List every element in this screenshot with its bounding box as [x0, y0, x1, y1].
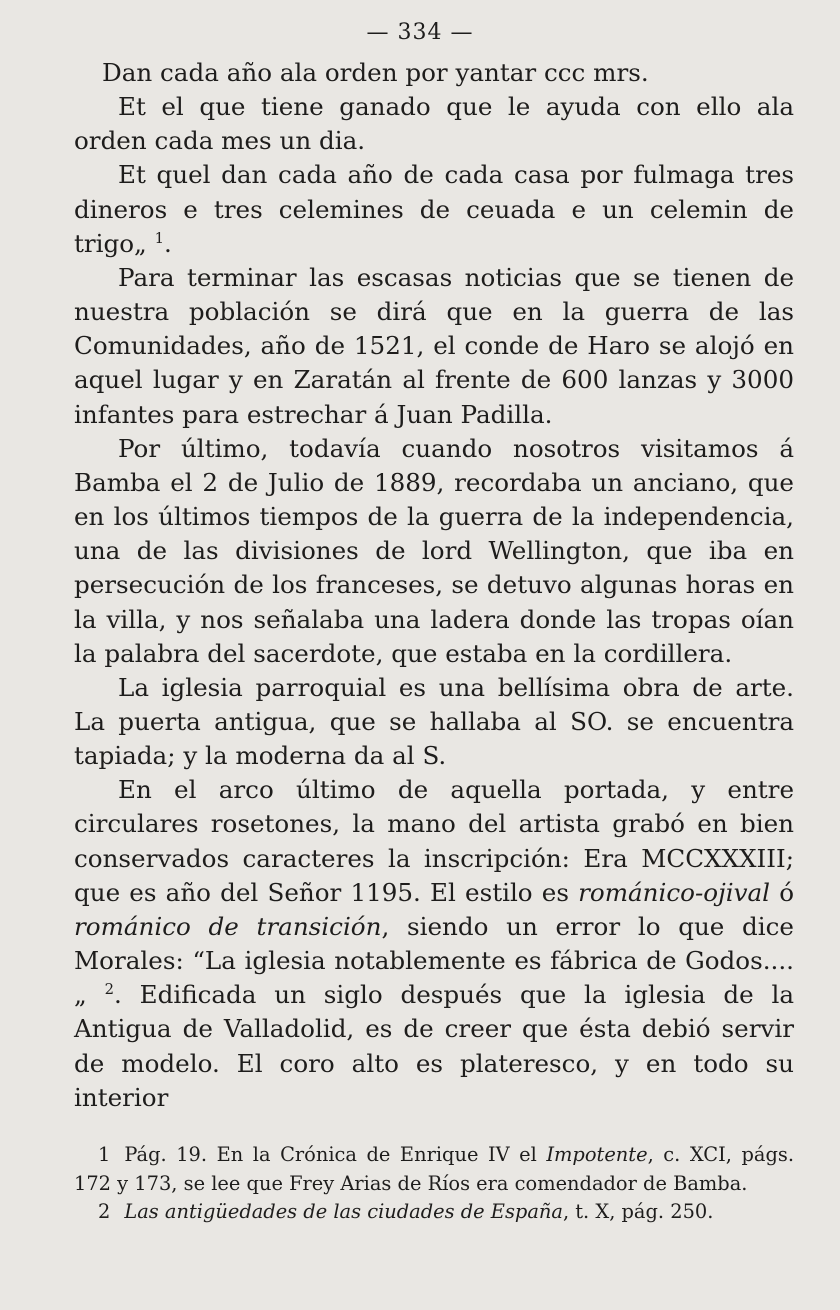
paragraph: Et el que tiene ganado que le ayuda con ello ala orden cada mes un dia.: [74, 92, 794, 156]
paragraph-text: En el arco último de aquella portada, y entre circulares rosetones, la mano del artista grabó en bien conservados caracteres la inscripción: Era MCCXXXIII; que es año del Señor 1195. El estilo es: [74, 775, 794, 907]
footnote-text: Pág. 19. En la Crónica de Enrique IV el: [124, 1143, 547, 1166]
paragraph: Para terminar las escasas noticias que se tienen de nuestra población se dirá que en la guerra de las Comunidades, año de 1521, el conde de Haro se alojó en aquel lugar y en Zaratán al frente de 600 lanzas y 3000 infantes para estrechar á Juan Padilla.: [74, 262, 794, 429]
footnote-ref[interactable]: 1: [154, 229, 165, 247]
footnote-number: 1: [98, 1143, 111, 1166]
paragraph-text: , siendo un error lo que dice Morales: “La iglesia notablemente es fábrica de Godos....„: [74, 911, 794, 1010]
footnote-number: 2: [98, 1200, 111, 1224]
page-number: — 334 —: [366, 20, 474, 45]
footnote-text: , c. XCI, págs. 172 y 173, se lee que Frey Arias de Ríos era comendador de Bamba.: [74, 1143, 794, 1195]
paragraph-tail: .: [164, 228, 172, 258]
footnote-italic: Impotente: [546, 1143, 648, 1166]
paragraph-text: Et quel dan cada año de cada casa por fulmaga tres dineros e tres celemines de ceuada e un celemin de trigo„: [74, 160, 794, 258]
paragraph: [74, 158, 794, 260]
paragraph: [74, 773, 794, 1115]
paragraph-text: ó: [770, 877, 794, 907]
paragraph: Por último, todavía cuando nosotros visitamos á Bamba el 2 de Julio de 1889, recordaba un anciano, que en los últimos tiempos de la guerra de la independencia, una de las divisiones de lord Wellington, que iba en persecución de los franceses, se detuvo algunas horas en la villa, y nos señalaba una ladera donde las tropas oían la palabra del sacerdote, que estaba en la cordillera.: [74, 433, 794, 668]
footnotes: [74, 1141, 794, 1227]
footnote: [74, 1141, 794, 1198]
paragraph: La iglesia parroquial es una bellísima obra de arte. La puerta antigua, que se hallaba al SO. se encuentra tapiada; y la moderna da al S.: [74, 672, 794, 771]
paragraph: Dan cada año ala orden por yantar ccc mrs.: [102, 58, 649, 87]
footnote-italic: Las antigüedades de las ciudades de España: [124, 1200, 563, 1224]
footnote: [74, 1198, 794, 1227]
paragraph-text: . Edificada un siglo después que la iglesia de la Antigua de Valladolid, es de creer que ésta debió servir de modelo. El coro alto es plateresco, y en todo su interior: [74, 980, 794, 1112]
body-text: [74, 56, 794, 1115]
footnote-ref[interactable]: 2: [104, 981, 114, 999]
italic-term: románico-ojival: [578, 877, 771, 907]
footnote-text: , t. X, pág. 250.: [562, 1200, 714, 1224]
italic-term: románico de transición: [74, 911, 382, 941]
